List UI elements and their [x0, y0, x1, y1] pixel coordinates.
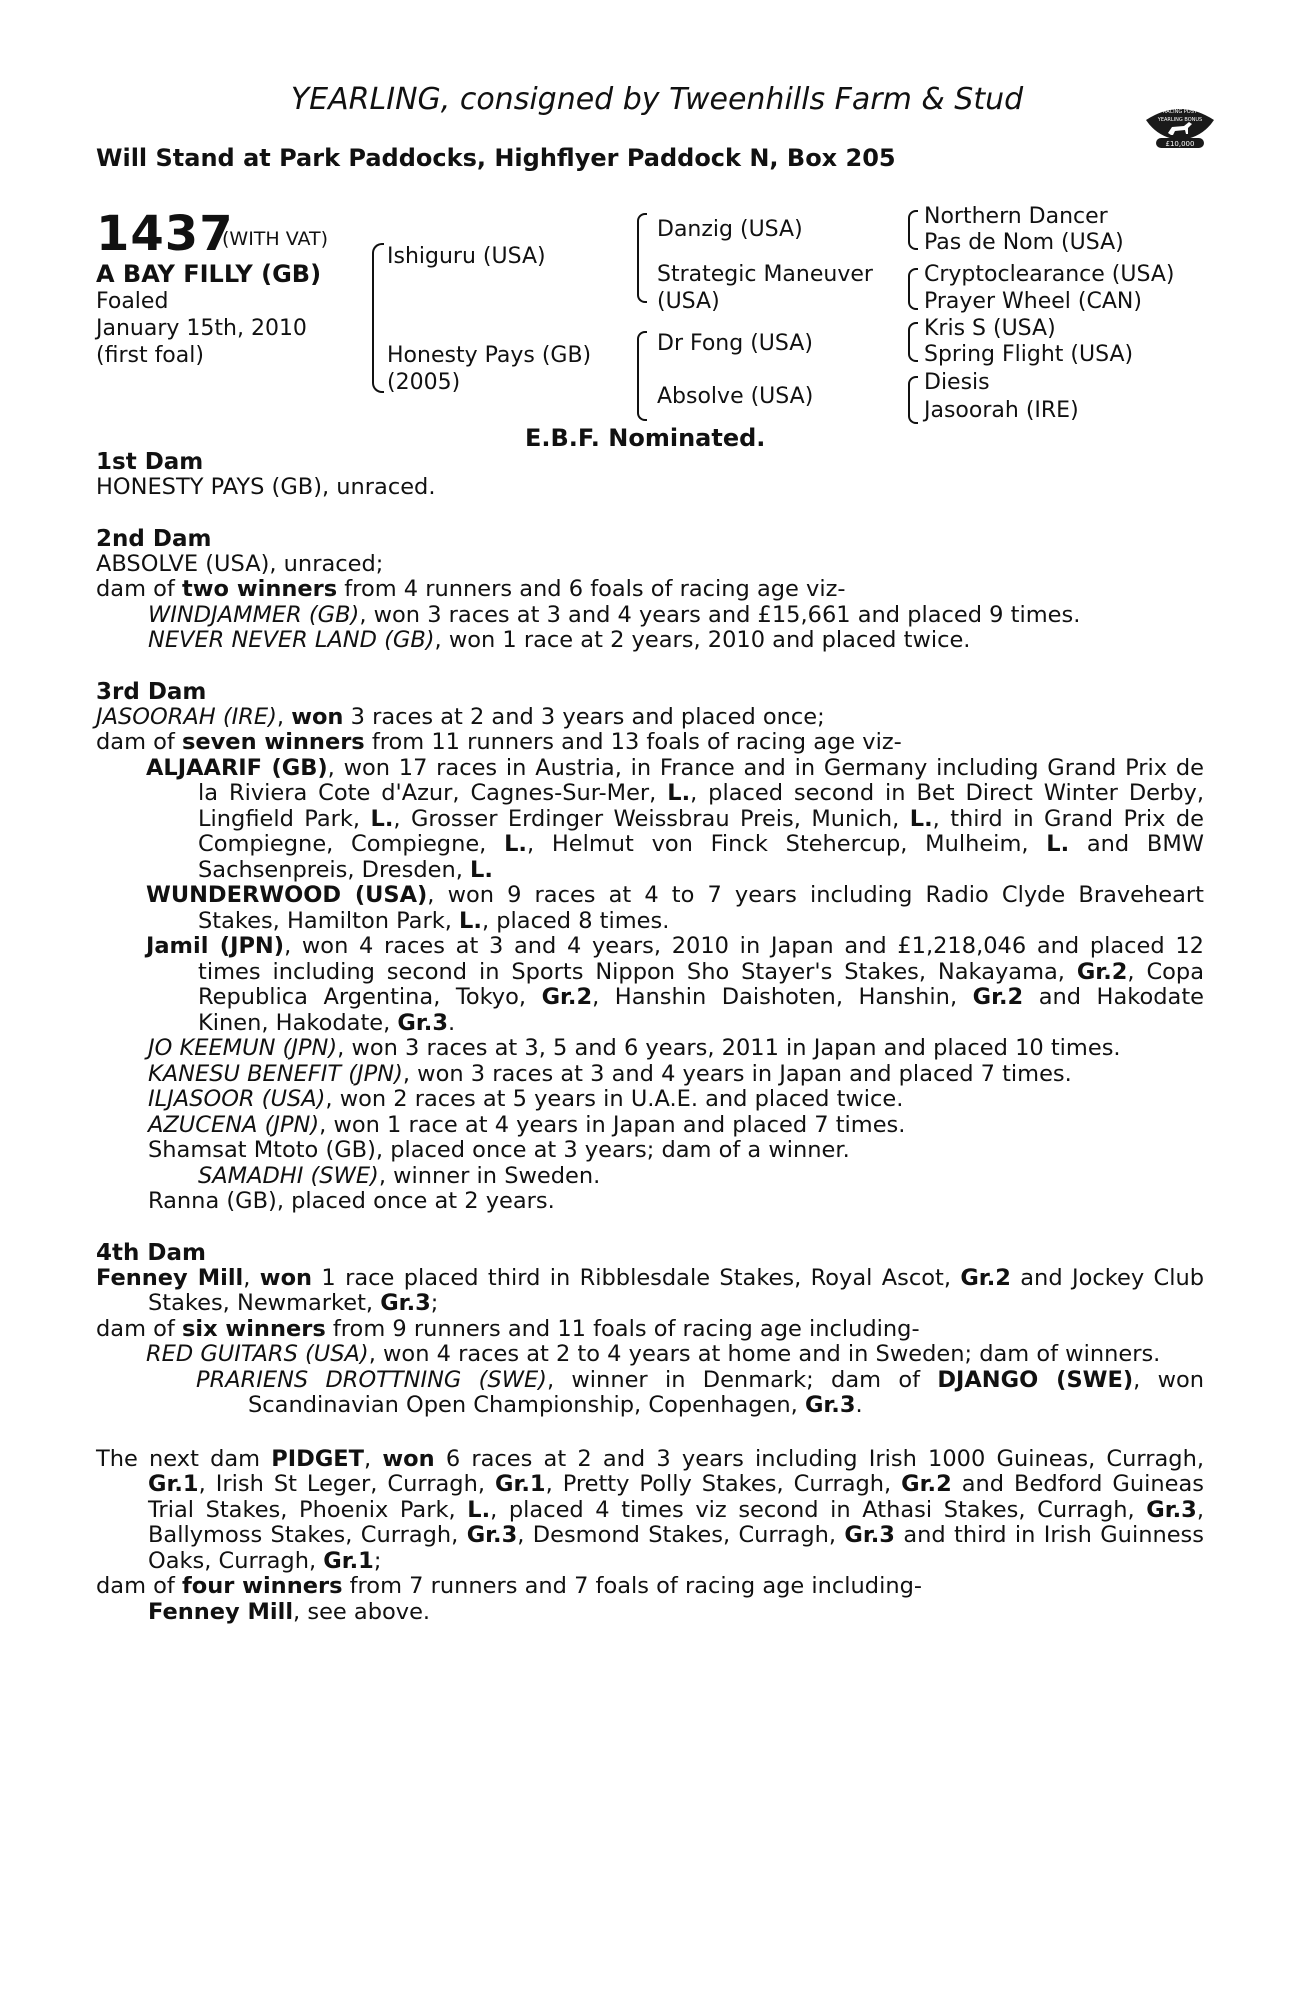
third-dam-summary: dam of seven winners from 11 runners and 13 foals of racing age viz- [96, 729, 902, 755]
stand-location: Will Stand at Park Paddocks, Highflyer Paddock N, Box 205 [96, 144, 896, 172]
pedigree-ssd: Pas de Nom (USA) [924, 230, 1124, 255]
pedigree-brace-g4 [908, 376, 918, 424]
next-dam-text: The next dam PIDGET, won 6 races at 2 and 3 years including Irish 1000 Guineas, Curragh, Gr.1, Irish St Leger, Curragh, Gr.1, Pretty Polly Stakes, Curragh, Gr.2 and Bedford Guineas Trial Stakes, Phoenix Park, L., placed 4 times viz second in Athasi Stakes, Curragh, Gr.3, Ballymoss Stakes, Curragh, Gr.3, Desmond Stakes, Curragh, Gr.3 and third in Irish Guinness Oaks, Curragh, Gr.1; [96, 1445, 1205, 1574]
list-item: Jamil (JPN), won 4 races at 3 and 4 years, 2010 in Japan and £1,218,046 and placed 12 times including second in Sports Nippon Sho Stayer's Stakes, Nakayama, Gr.2, Copa Republica Argentina, Tokyo, Gr.2, Hanshin Daishoten, Hanshin, Gr.2 and Hakodate Kinen, Hakodate, Gr.3. [146, 933, 1204, 1036]
second-dam-heading: 2nd Dam [96, 525, 212, 552]
first-dam-heading: 1st Dam [96, 449, 204, 475]
pedigree-brace-g1 [908, 210, 918, 250]
foaled-date: January 15th, 2010 [96, 316, 307, 341]
third-dam-heading: 3rd Dam [96, 678, 207, 705]
list-item: RED GUITARS (USA), won 4 races at 2 to 4 years at home and in Sweden; dam of winners. [146, 1341, 1161, 1367]
pedigree-ddd: Jasoorah (IRE) [924, 398, 1079, 423]
list-item: ILJASOOR (USA), won 2 races at 5 years in U.A.E. and placed twice. [148, 1086, 904, 1112]
list-item: Fenney Mill, see above. [148, 1598, 431, 1625]
catalogue-header: YEARLING, consigned by Tweenhills Farm & Stud [290, 82, 1024, 117]
list-item: SAMADHI (SWE), winner in Sweden. [198, 1162, 601, 1189]
dam-history [96, 449, 1204, 1625]
pedigree-dss: Kris S (USA) [924, 316, 1056, 341]
third-dam-text: JASOORAH (IRE), won 3 races at 2 and 3 years and placed once; [96, 703, 825, 730]
list-item: Shamsat Mtoto (GB), placed once at 3 years; dam of a winner. [148, 1137, 850, 1163]
pedigree-brace-main [372, 243, 384, 393]
fourth-dam-summary: dam of six winners from 9 runners and 11 foals of racing age including- [96, 1315, 920, 1342]
foaled-label: Foaled [96, 289, 169, 314]
pedigree-dsd: Spring Flight (USA) [924, 342, 1134, 367]
pedigree-brace-g3 [908, 322, 918, 362]
list-item: PRARIENS DROTTNING (SWE), winner in Denmark; dam of DJANGO (SWE), won Scandinavian Open Championship, Copenhagen, Gr.3. [196, 1366, 1205, 1418]
pedigree-sds: Cryptoclearance (USA) [924, 262, 1175, 287]
svg-text:RACING POST: RACING POST [1163, 109, 1197, 115]
sire-sire: Danzig (USA) [657, 217, 803, 242]
pedigree-brace-dam [637, 331, 647, 421]
list-item: NEVER NEVER LAND (GB), won 1 race at 2 years, 2010 and placed twice. [148, 627, 971, 653]
list-item: KANESU BENEFIT (JPN), won 3 races at 3 and 4 years in Japan and placed 7 times. [148, 1060, 1072, 1087]
list-item: Ranna (GB), placed once at 2 years. [148, 1188, 555, 1214]
pedigree-sss: Northern Dancer [924, 204, 1108, 229]
horse-name: A BAY FILLY (GB) [96, 260, 322, 288]
first-foal-note: (first foal) [96, 343, 204, 368]
second-dam-text: ABSOLVE (USA), unraced; [96, 550, 384, 577]
list-item: WUNDERWOOD (USA), won 9 races at 4 to 7 years including Radio Clyde Braveheart Stakes, Hamilton Park, L., placed 8 times. [146, 882, 1204, 934]
dam-dam: Absolve (USA) [657, 384, 814, 409]
list-item: ALJAARIF (GB), won 17 races in Austria, in France and in Germany including Grand Prix de la Riviera Cote d'Azur, Cagnes-Sur-Mer, L., placed second in Bet Direct Winter Derby, Lingfield Park, L., Grosser Erdinger Weissbrau Preis, Munich, L., third in Grand Prix de Compiegne, Compiegne, L., Helmut von Finck Stehercup, Mulheim, L. and BMW Sachsenpreis, Dresden, L. [146, 754, 1204, 883]
first-dam-text: HONESTY PAYS (GB), unraced. [96, 474, 436, 500]
svg-text:£10,000: £10,000 [1165, 140, 1195, 148]
pedigree-sdd: Prayer Wheel (CAN) [924, 289, 1142, 314]
list-item: WINDJAMMER (GB), won 3 races at 3 and 4 years and £15,661 and placed 9 times. [148, 601, 1081, 628]
fourth-dam-heading: 4th Dam [96, 1239, 206, 1266]
sire-dam-country: (USA) [657, 289, 720, 314]
dam-sire: Dr Fong (USA) [657, 331, 813, 356]
yearling-bonus-badge [1142, 100, 1218, 150]
pedigree-brace-g2 [908, 268, 918, 310]
pedigree-dds: Diesis [924, 370, 990, 395]
fourth-dam-text: Fenney Mill, won 1 race placed third in Ribblesdale Stakes, Royal Ascot, Gr.2 and Jockey Club Stakes, Newmarket, Gr.3; [96, 1264, 1205, 1316]
lot-number: 1437 [96, 206, 234, 262]
svg-text:YEARLING BONUS: YEARLING BONUS [1157, 117, 1203, 123]
ebf-nominated: E.B.F. Nominated. [525, 424, 766, 452]
list-item: JO KEEMUN (JPN), won 3 races at 3, 5 and 6 years, 2011 in Japan and placed 10 times. [148, 1035, 1121, 1061]
sire-name: Ishiguru (USA) [387, 244, 546, 269]
second-dam-summary: dam of two winners from 4 runners and 6 foals of racing age viz- [96, 576, 846, 602]
sire-dam: Strategic Maneuver [657, 262, 873, 287]
dam-year: (2005) [387, 370, 461, 395]
horse-badge-icon [1142, 100, 1218, 150]
pedigree-brace-sire [637, 213, 647, 303]
list-item: AZUCENA (JPN), won 1 race at 4 years in Japan and placed 7 times. [148, 1111, 906, 1138]
next-dam-summary: dam of four winners from 7 runners and 7 foals of racing age including- [96, 1573, 922, 1599]
vat-note: (WITH VAT) [222, 228, 329, 250]
dam-name: Honesty Pays (GB) [387, 343, 592, 368]
